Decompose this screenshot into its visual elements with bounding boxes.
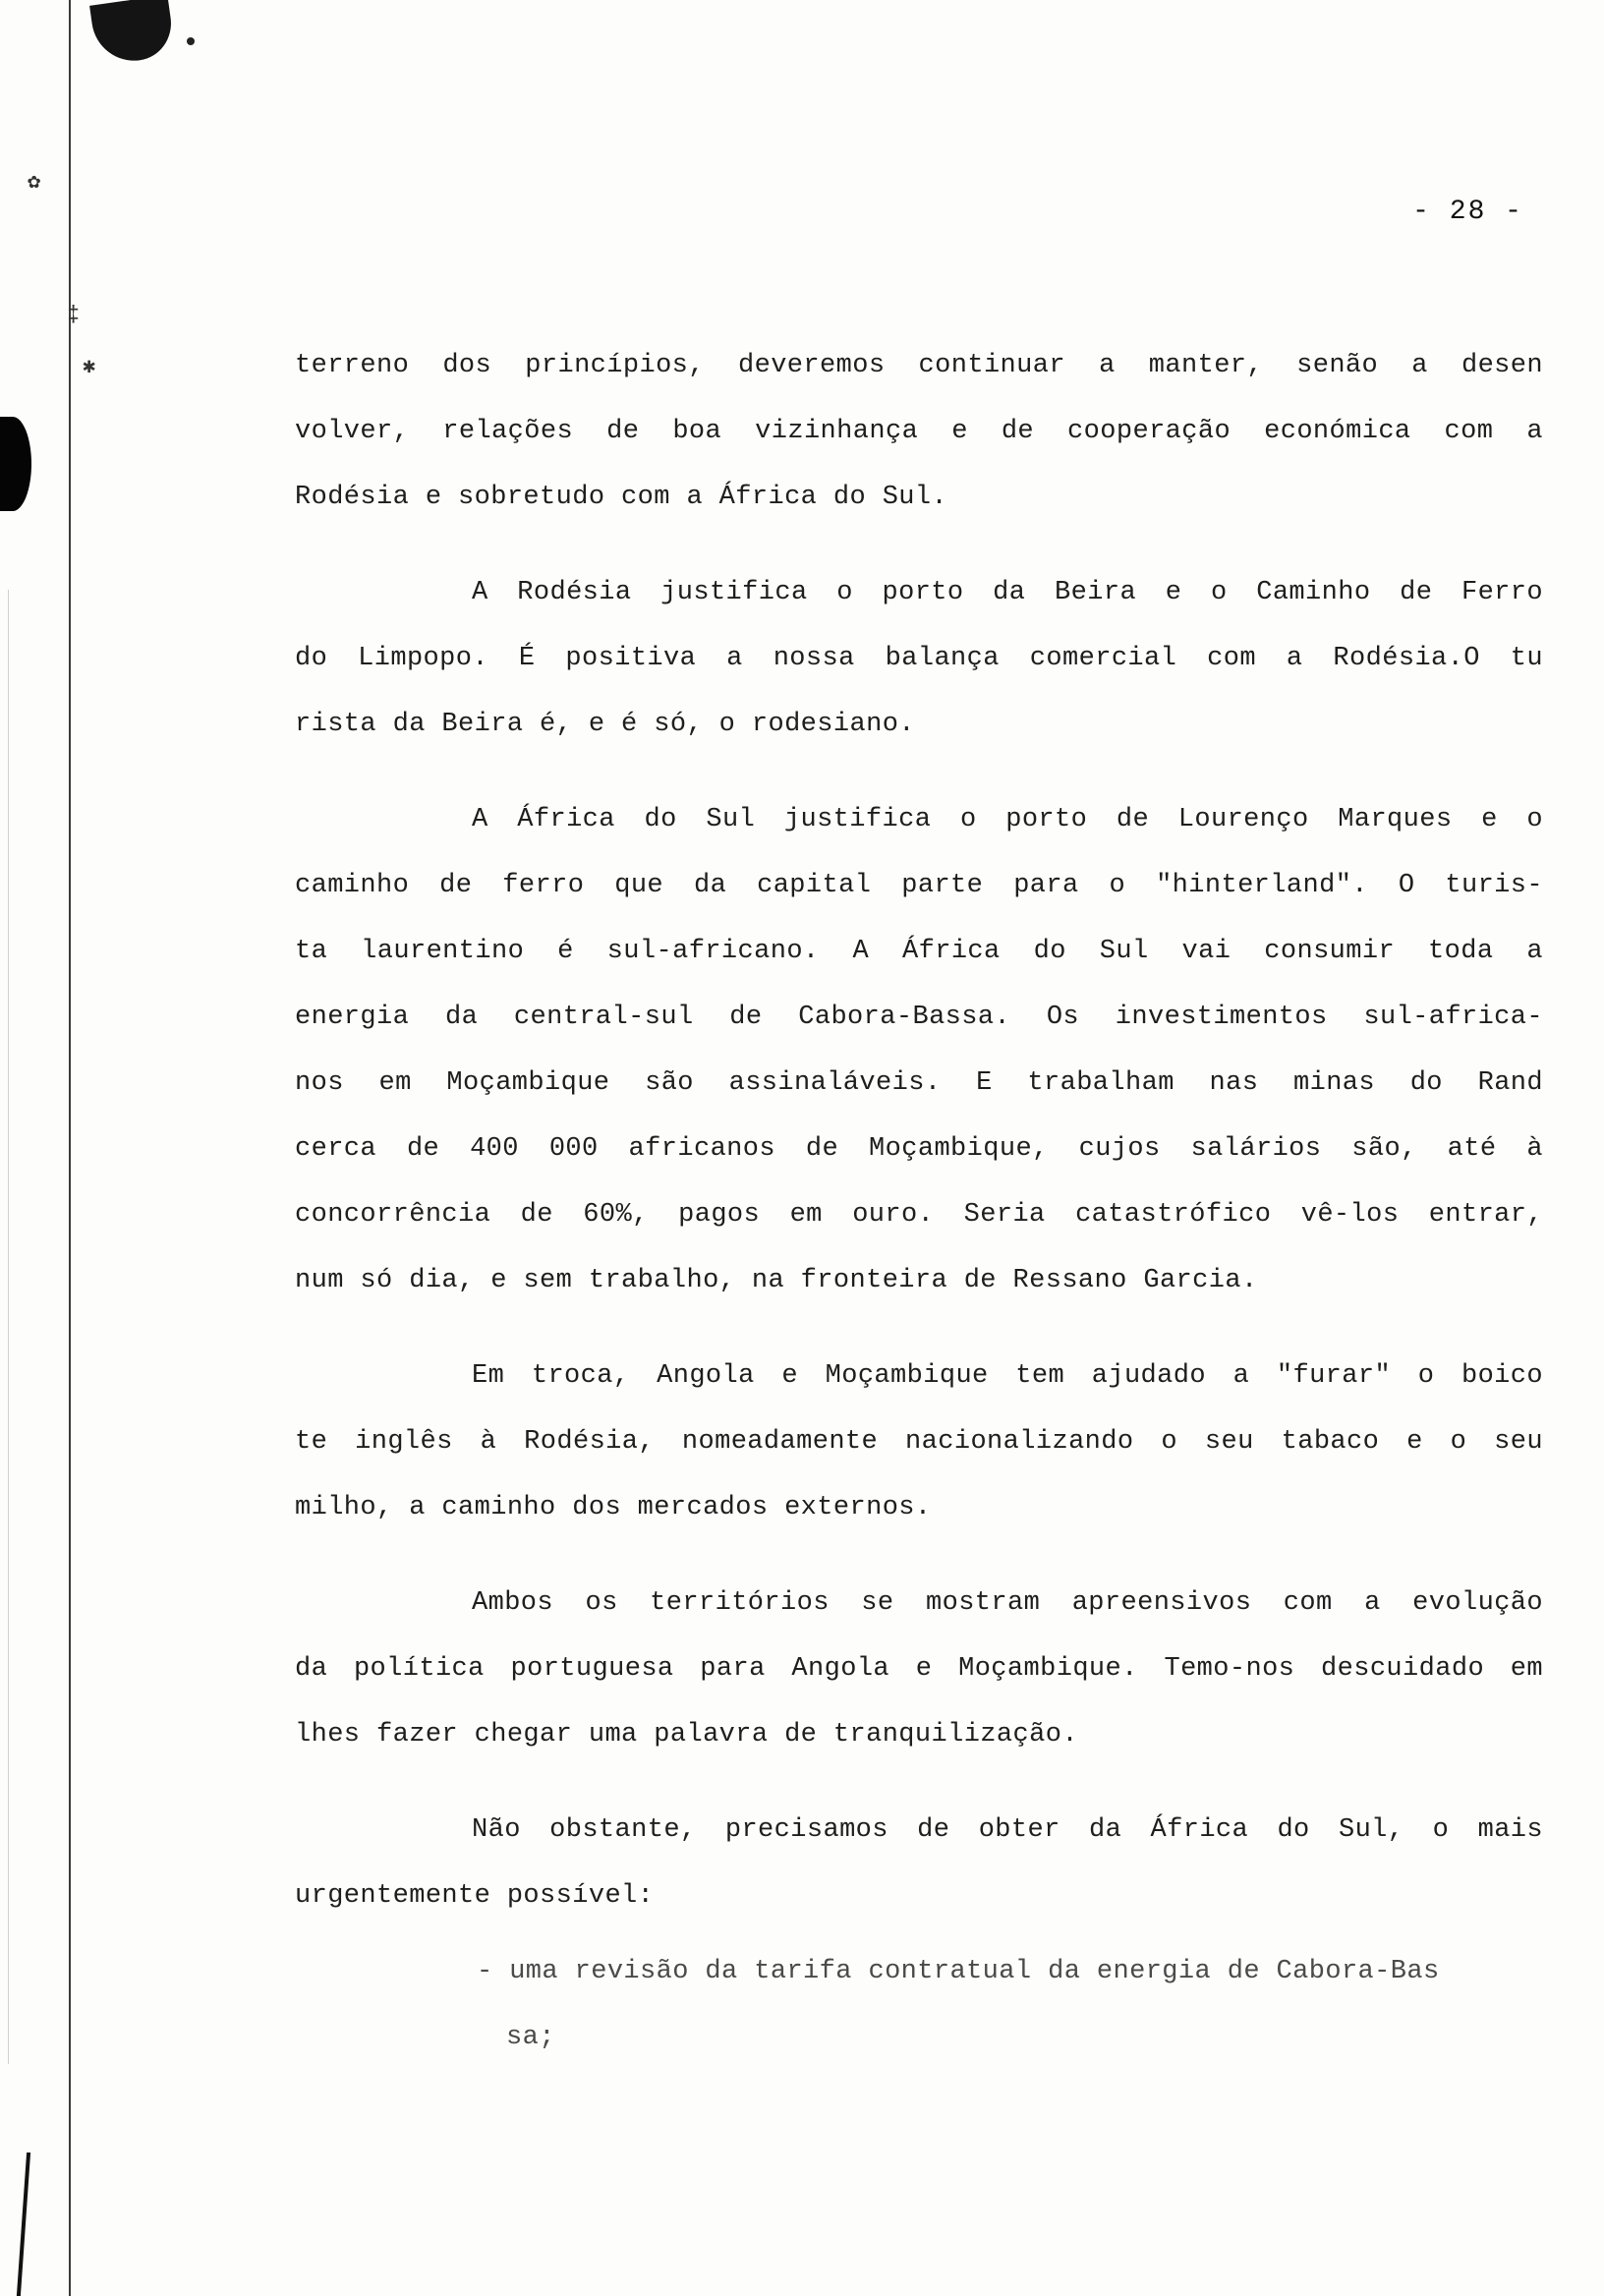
text-line: nos em Moçambique são assinaláveis. E trabalham nas minas do Rand — [295, 1068, 1543, 1098]
list-item — [295, 1955, 1543, 2087]
list-item-line: sa; — [506, 2023, 555, 2052]
paragraph — [295, 1586, 1543, 1784]
text-line: ta laurentino é sul-africano. A África do Sul vai consumir toda a — [295, 937, 1543, 966]
document-body — [295, 349, 1543, 2087]
text-line: volver, relações de boa vizinhança e de cooperação económica com a — [295, 417, 1543, 446]
paragraph — [295, 1359, 1543, 1557]
text-line: A África do Sul justifica o porto de Lourenço Marques e o — [472, 805, 1543, 834]
text-line: A Rodésia justifica o porto da Beira e o Caminho de Ferro — [472, 578, 1543, 607]
paragraph — [295, 576, 1543, 774]
text-line: Rodésia e sobretudo com a África do Sul. — [295, 483, 948, 512]
margin-asterisk-mark: ✱ — [83, 355, 96, 379]
ink-blot-mark — [89, 0, 176, 66]
paragraph — [295, 349, 1543, 546]
text-line: milho, a caminho dos mercados externos. — [295, 1493, 932, 1522]
text-line: te inglês à Rodésia, nomeadamente nacionalizando o seu tabaco e o seu — [295, 1427, 1543, 1457]
paragraph — [295, 1813, 1543, 1945]
text-line: Não obstante, precisamos de obter da África do Sul, o mais — [472, 1815, 1543, 1845]
paragraph — [295, 803, 1543, 1330]
punch-hole — [0, 417, 31, 511]
text-line: rista da Beira é, e é só, o rodesiano. — [295, 710, 915, 739]
text-line: lhes fazer chegar uma palavra de tranquilização. — [295, 1720, 1078, 1750]
binding-edge-mark — [0, 2152, 30, 2296]
text-line: cerca de 400 000 africanos de Moçambique, cujos salários são, até à — [295, 1134, 1543, 1164]
text-line: urgentemente possível: — [295, 1881, 655, 1911]
scan-edge-line — [69, 0, 71, 2296]
text-line: concorrência de 60%, pagos em ouro. Seria catastrófico vê-los entrar, — [295, 1200, 1543, 1230]
text-line: caminho de ferro que da capital parte para o "hinterland". O turis- — [295, 871, 1543, 900]
text-line: num só dia, e sem trabalho, na fronteira de Ressano Garcia. — [295, 1266, 1258, 1295]
text-line: terreno dos princípios, deveremos continuar a manter, senão a desen — [295, 351, 1543, 380]
ink-dot-mark — [187, 37, 195, 45]
page-number: - 28 - — [1412, 197, 1523, 227]
margin-scribble-mark: ✿ — [28, 170, 41, 195]
text-line: da política portuguesa para Angola e Moçambique. Temo-nos descuidado em — [295, 1654, 1543, 1684]
text-line: Ambos os territórios se mostram apreensivos com a evolução — [472, 1588, 1543, 1618]
text-line: energia da central-sul de Cabora-Bassa. Os investimentos sul-africa- — [295, 1003, 1543, 1032]
margin-tick-mark: ‡ — [67, 303, 81, 327]
scan-edge-line-faint — [8, 590, 9, 2064]
text-line: Em troca, Angola e Moçambique tem ajudado a "furar" o boico — [472, 1361, 1543, 1391]
text-line: do Limpopo. É positiva a nossa balança comercial com a Rodésia.O tu — [295, 644, 1543, 673]
list-item-line: - uma revisão da tarifa contratual da energia de Cabora-Bas — [477, 1957, 1440, 1986]
